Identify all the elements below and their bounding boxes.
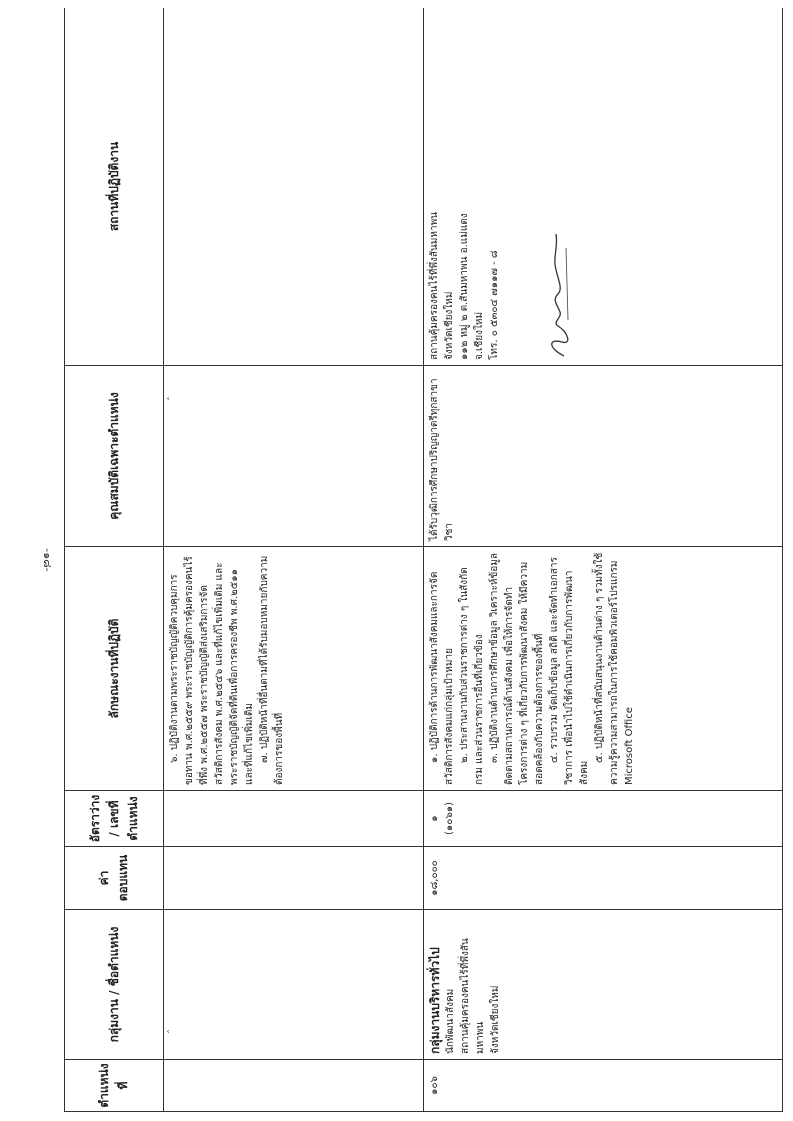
slot-number: (๑๐๖๑) <box>444 802 455 835</box>
position-table <box>64 8 783 1112</box>
stray-mark-2: ˆ <box>167 396 178 401</box>
qualification-text: ได้รับวุฒิการศึกษาปริญญาตรีทุกสาขาวิชา <box>429 378 455 541</box>
continued-pay <box>164 847 424 910</box>
location-line-3: ๑๑๒ หมู่ ๒ ต.สันมหาพน อ.แม่แตง <box>459 213 470 360</box>
pay-value: ๑๘,๐๐๐ <box>429 860 440 896</box>
continued-duty-6: ๖. ปฏิบัติงานตามพระราชบัญญัติควบคุมการขอทาน พ.ศ.๒๕๕๙ พระราชบัญญัติการคุ้มครองคนไร้ที่พึ่ง พ.ศ.๒๕๕๗ พระราชบัญญัติส่งเสริมการจัดสวัสดิการสังคม พ.ศ.๒๕๔๖ และที่แก้ไขเพิ่มเติม และพระราชบัญญัติจัดที่ดินเพื่อการครองชีพ พ.ศ.๒๕๑๑ และที่แก้ไขเพิ่มเติม <box>169 556 255 785</box>
qualification-cell <box>424 366 783 547</box>
duty-2: ๒. ประสานงานกับส่วนราชการต่าง ๆ ในสังกัดกรม และส่วนราชการอื่นที่เกี่ยวข้อง <box>459 567 485 785</box>
location-line-4: จ.เชียงใหม่ <box>474 311 485 360</box>
location-line-2: จังหวัดเชียงใหม่ <box>444 291 455 360</box>
header-group-name: กลุ่มงาน / ชื่อตำแหน่ง <box>65 910 164 1060</box>
header-pay: ค่า ตอบแทน <box>65 847 164 910</box>
continued-duty-7: ๗. ปฏิบัติหน้าที่อื่นตามที่ได้รับมอบหมายกับความต้องการของพื้นที่ <box>259 555 285 785</box>
duties-cell <box>424 547 783 791</box>
stray-mark: ˆ <box>167 1029 178 1034</box>
duty-4: ๔. รวบรวม จัดเก็บข้อมูล สถิติ และจัดทำเอกสารวิชาการ เพื่อนำไปใช้ดำเนินการเกี่ยวกับการพัฒนาสังคม <box>549 557 590 785</box>
group-title: กลุ่มงานบริหารทั่วไป <box>428 947 442 1054</box>
header-slot: อัตราว่าง / เลขที่ ตำแหน่ง <box>65 791 164 847</box>
position-no-cell <box>424 1060 783 1112</box>
location-cell <box>424 8 783 366</box>
continued-slot <box>164 791 424 847</box>
continued-position-no <box>164 1060 424 1112</box>
header-row <box>65 8 164 1112</box>
header-qualification: คุณสมบัติเฉพาะตำแหน่ง <box>65 366 164 547</box>
position-row <box>424 8 783 1112</box>
signature-icon <box>538 230 578 360</box>
header-duties: ลักษณะงานที่ปฏิบัติ <box>65 547 164 791</box>
unit-line-2: จังหวัดเชียงใหม่ <box>490 985 501 1054</box>
header-position-no: ตำแหน่ง ที่ <box>65 1060 164 1112</box>
continued-duties <box>164 547 424 791</box>
page-stage <box>64 8 783 1112</box>
slot-count: ๑ <box>429 815 440 822</box>
location-line-1: สถานคุ้มครองคนไร้ที่พึ่งสันมหาพน <box>429 212 440 360</box>
continued-location <box>164 8 424 366</box>
continued-group-name <box>164 910 424 1060</box>
rotated-table-wrapper <box>64 8 783 1112</box>
location-line-5: โทร. ๐ ๕๓๐๔ ๗๑๑๗ - ๘ <box>489 250 500 360</box>
page-number: -๑๘- <box>41 548 54 572</box>
slot-cell <box>424 791 783 847</box>
pay-cell <box>424 847 783 910</box>
continued-row <box>164 8 424 1112</box>
header-location: สถานที่ปฏิบัติงาน <box>65 8 164 366</box>
duty-3: ๓. ปฏิบัติงานด้านการศึกษาข้อมูล วิเคราะห์ข้อมูลติดตามสถานการณ์ด้านสังคม เพื่อให้การจัดทำโครงการต่าง ๆ ที่เกี่ยวกับการพัฒนาสังคม ให้มีความสอดคล้องกับความต้องการของพื้นที่ <box>489 553 545 785</box>
duty-5: ๕. ปฏิบัติหน้าที่สนับสนุนงานด้านต่าง ๆ รวมทั้งใช้ความรู้ความสามารถในการใช้คอมพิวเตอร์โปรแกรม Microsoft Office <box>594 552 635 785</box>
unit-line-1: สถานคุ้มครองคนไร้ที่พึ่งสันมหาพน <box>460 938 486 1054</box>
position-name: นักพัฒนาสังคม <box>445 988 456 1054</box>
continued-qualification <box>164 366 424 547</box>
position-no: ๑๐๖ <box>429 1076 440 1095</box>
group-name-cell <box>424 910 783 1060</box>
duty-1: ๑. ปฏิบัติการด้านการพัฒนาสังคมและการจัดสวัสดิการสังคมแก่กลุ่มเป้าหมาย <box>429 571 455 785</box>
